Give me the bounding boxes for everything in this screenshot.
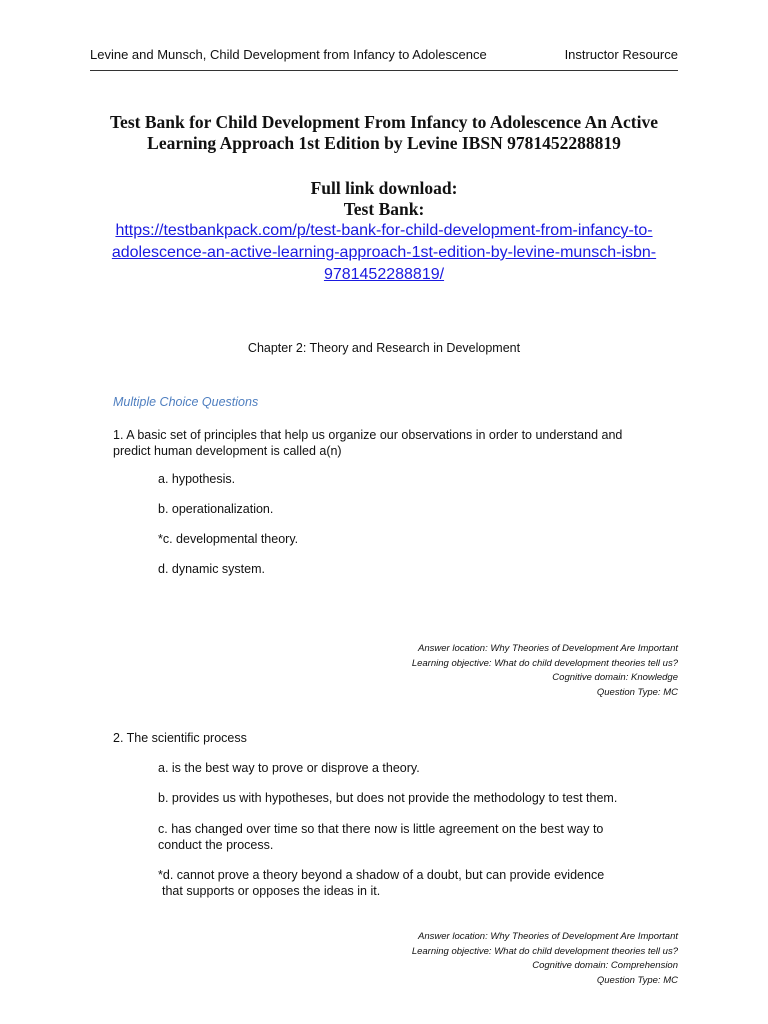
answer-location: Answer location: Why Theories of Development Are Important <box>418 643 678 654</box>
download-heading <box>60 178 708 220</box>
document-title <box>60 112 708 154</box>
option-line: c. has changed over time so that there now is little agreement on the best way to <box>158 822 604 836</box>
learning-objective: Learning objective: What do child development theories tell us? <box>411 945 678 957</box>
question-1-option-c: *c. developmental theory. <box>158 532 299 546</box>
question-1-metadata <box>278 642 678 700</box>
download-link-line-1[interactable]: https://testbankpack.com/p/test-bank-for-child-development-from-infancy-to- <box>115 222 653 239</box>
question-stem-line: 1. A basic set of principles that help us organize our observations in order to understand and <box>113 428 623 442</box>
title-line-1: Test Bank for Child Development From Infancy to Adolescence An Active <box>109 112 658 132</box>
header-resource-label: Instructor Resource <box>564 47 678 62</box>
download-link[interactable] <box>80 220 688 286</box>
question-1-option-d: d. dynamic system. <box>158 562 265 576</box>
question-stem-line: 2. The scientific process <box>113 731 247 745</box>
question-2-option-c <box>158 821 658 853</box>
question-2-stem <box>113 730 673 746</box>
option-line: conduct the process. <box>158 838 274 852</box>
answer-location: Answer location: Why Theories of Development Are Important <box>418 931 678 942</box>
title-line-2: Learning Approach 1st Edition by Levine IBSN 9781452288819 <box>147 133 621 153</box>
page-header <box>90 44 678 71</box>
download-label: Full link download: <box>310 178 458 198</box>
question-1-option-b: b. operationalization. <box>158 502 274 516</box>
question-1-stem <box>113 427 673 459</box>
download-sublabel: Test Bank: <box>343 199 425 219</box>
download-link-line-3[interactable]: 9781452288819/ <box>323 266 445 283</box>
question-type: Question Type: MC <box>596 974 678 986</box>
question-stem-line: predict human development is called a(n) <box>113 444 342 458</box>
cognitive-domain: Cognitive domain: Knowledge <box>552 672 678 683</box>
question-2-option-a: a. is the best way to prove or disprove a theory. <box>158 761 420 775</box>
question-2-option-b: b. provides us with hypotheses, but does not provide the methodology to test them. <box>158 791 618 805</box>
question-2-metadata <box>278 930 678 988</box>
cognitive-domain: Cognitive domain: Comprehension <box>532 960 678 971</box>
chapter-title: Chapter 2: Theory and Research in Development <box>247 341 521 355</box>
question-type: Question Type: MC <box>596 686 678 698</box>
download-link-line-2[interactable]: adolescence-an-active-learning-approach-1st-edition-by-levine-munsch-isbn- <box>111 244 657 261</box>
question-1-option-a: a. hypothesis. <box>158 472 236 486</box>
option-line: that supports or opposes the ideas in it. <box>162 884 381 898</box>
question-2-option-d <box>158 867 658 899</box>
learning-objective: Learning objective: What do child development theories tell us? <box>411 657 678 669</box>
section-heading: Multiple Choice Questions <box>113 395 259 409</box>
option-line: *d. cannot prove a theory beyond a shadow of a doubt, but can provide evidence <box>158 868 605 882</box>
header-book-title: Levine and Munsch, Child Development from Infancy to Adolescence <box>90 47 487 62</box>
